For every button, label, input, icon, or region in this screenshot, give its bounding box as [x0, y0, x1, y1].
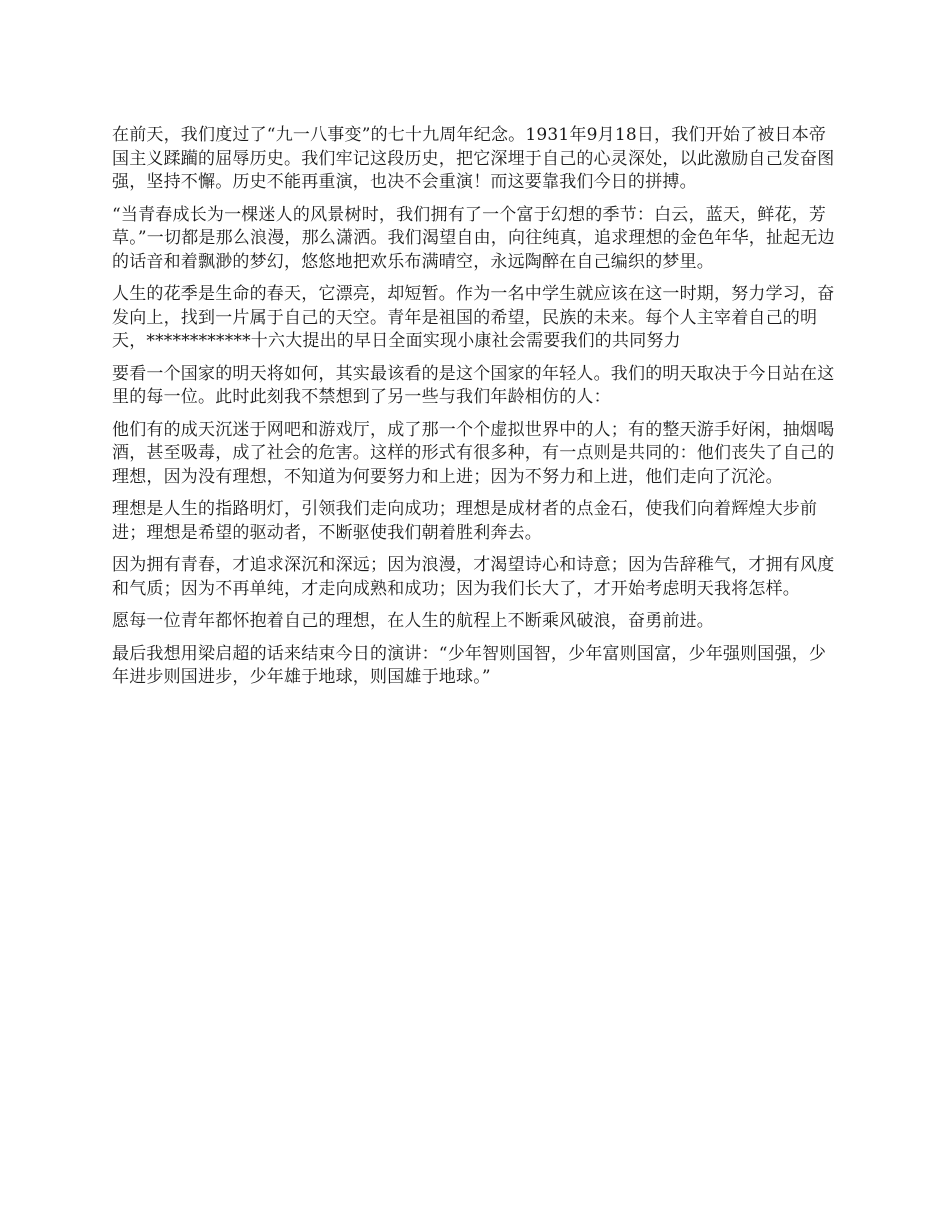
paragraph-3: 人生的花季是生命的春天，它漂亮，却短暂。作为一名中学生就应该在这一时期，努力学习，奋发向上，找到一片属于自己的天空。青年是祖国的希望，民族的未来。每个人主宰着自己的明天，************十六大提出的早日全面实现小康社会需要我们的共同努力 — [112, 284, 835, 351]
paragraph-4: 要看一个国家的明天将如何，其实最该看的是这个国家的年轻人。我们的明天取决于今日站在这里的每一位。此时此刻我不禁想到了另一些与我们年龄相仿的人： — [112, 363, 835, 407]
paragraph-9: 最后我想用梁启超的话来结束今日的演讲：“少年智则国智，少年富则国富，少年强则国强，少年进步则国进步，少年雄于地球，则国雄于地球。” — [112, 643, 827, 687]
document-body — [112, 124, 840, 699]
paragraph-7: 因为拥有青春，才追求深沉和深远；因为浪漫，才渴望诗心和诗意；因为告辞稚气，才拥有风度和气质；因为不再单纯，才走向成熟和成功；因为我们长大了，才开始考虑明天我将怎样。 — [112, 555, 835, 599]
paragraph-1: 在前天，我们度过了“九一八事变”的七十九周年纪念。1931年9月18日，我们开始了被日本帝国主义蹂躏的屈辱历史。我们牢记这段历史，把它深埋于自己的心灵深处，以此激励自己发奋图强，坚持不懈。历史不能再重演，也决不会重演！而这要靠我们今日的拼搏。 — [112, 125, 835, 192]
paragraph-8: 愿每一位青年都怀抱着自己的理想，在人生的航程上不断乘风破浪，奋勇前进。 — [112, 611, 714, 631]
paragraph-2: “当青春成长为一棵迷人的风景树时，我们拥有了一个富于幻想的季节：白云，蓝天，鲜花，芳草。”一切都是那么浪漫，那么潇洒。我们渴望自由，向往纯真，追求理想的金色年华，扯起无边的话音和着飘渺的梦幻，悠悠地把欢乐布满晴空，永远陶醉在自己编织的梦里。 — [112, 204, 835, 272]
paragraph-5: 他们有的成天沉迷于网吧和游戏厅，成了那一个个虚拟世界中的人；有的整天游手好闲，抽烟喝酒，甚至吸毒，成了社会的危害。这样的形式有很多种，有一点则是共同的：他们丧失了自己的理想，因为没有理想，不知道为何要努力和上进；因为不努力和上进，他们走向了沉沦。 — [112, 419, 835, 487]
paragraph-6: 理想是人生的指路明灯，引领我们走向成功；理想是成材者的点金石，使我们向着辉煌大步前进；理想是希望的驱动者，不断驱使我们朝着胜利奔去。 — [112, 499, 818, 543]
